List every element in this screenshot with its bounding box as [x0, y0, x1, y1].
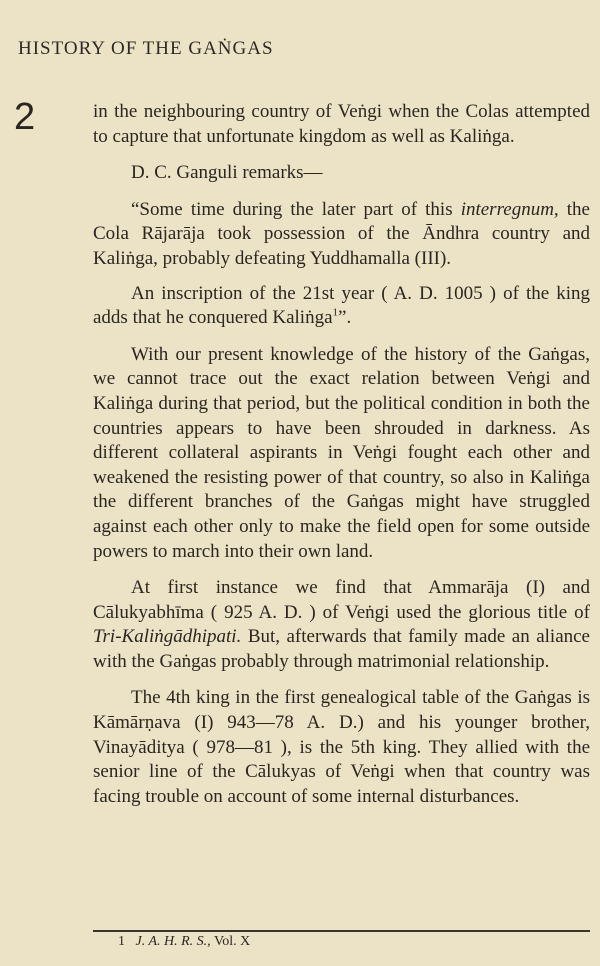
- first-instance-text-start: At first instance we find that Ammarāja (I) and Cālukyabhīma ( 925 A. D. ) of Veṅgi used the glorious title of: [93, 577, 590, 623]
- quote-text-end: the Cola Rājarāja took possession of the Āndhra country and Kaliṅga, probably defeating Yuddhamalla (III).: [93, 198, 590, 269]
- footnote: [118, 934, 250, 950]
- footnote-marker: 1: [118, 934, 125, 949]
- inscription-text-end: ”.: [338, 307, 352, 329]
- paragraph-continuation: in the neighbouring country of Veṅgi when the Colas attempted to capture that unfortunate kingdom as well as Kaliṅga.: [93, 101, 590, 147]
- paragraph-first-instance: [93, 576, 590, 674]
- inscription-text: An inscription of the 21st year ( A. D. 1005 ) of the king adds that he conquered Kaliṅga: [93, 282, 590, 329]
- paragraph-present-knowledge: With our present knowledge of the history of the Gaṅgas, we cannot trace out the exact relation between Veṅgi and Kaliṅga during that period, but the political condition in both the countries appears to have been shrouded in darkness. As different collateral aspirants in Veṅgi fought each other and weakened the resisting power of that country, so also in Kaliṅga the different branches of the Gaṅgas might have struggled against each other only to make the field open for some outside powers to march into their own land.: [93, 343, 590, 562]
- italic-title: Tri-Kaliṅgādhipati.: [93, 626, 242, 648]
- quote-text-start: “Some time during the later part of this: [131, 198, 461, 220]
- footnote-reference: 1: [332, 306, 339, 319]
- body-text: [93, 100, 590, 821]
- paragraph-quote: [93, 198, 590, 272]
- footnote-divider: [93, 930, 590, 932]
- first-instance-text-end: But, afterwards that family made an aliance with the Gaṅgas probably through matrimonial relationship.: [93, 626, 590, 672]
- paragraph-fourth-king: The 4th king in the first genealogical table of the Gaṅgas is Kāmārṇava (I) 943—78 A. D.) and his younger brother, Vinayāditya ( 978—81 ), is the 5th king. They allied with the senior line of the Cālukyas of Veṅgi when that country was facing trouble on account of some internal disturbances.: [93, 687, 590, 807]
- footnote-journal: J. A. H. R. S.,: [135, 934, 211, 949]
- footnote-volume: Vol. X: [213, 934, 251, 949]
- italic-interregnum: interregnum,: [460, 198, 559, 220]
- running-head: HISTORY OF THE GAṄGAS: [18, 38, 274, 59]
- chapter-number: 2: [14, 96, 36, 138]
- paragraph-inscription: [93, 282, 590, 331]
- paragraph-ganguli-remarks: D. C. Ganguli remarks—: [131, 162, 323, 184]
